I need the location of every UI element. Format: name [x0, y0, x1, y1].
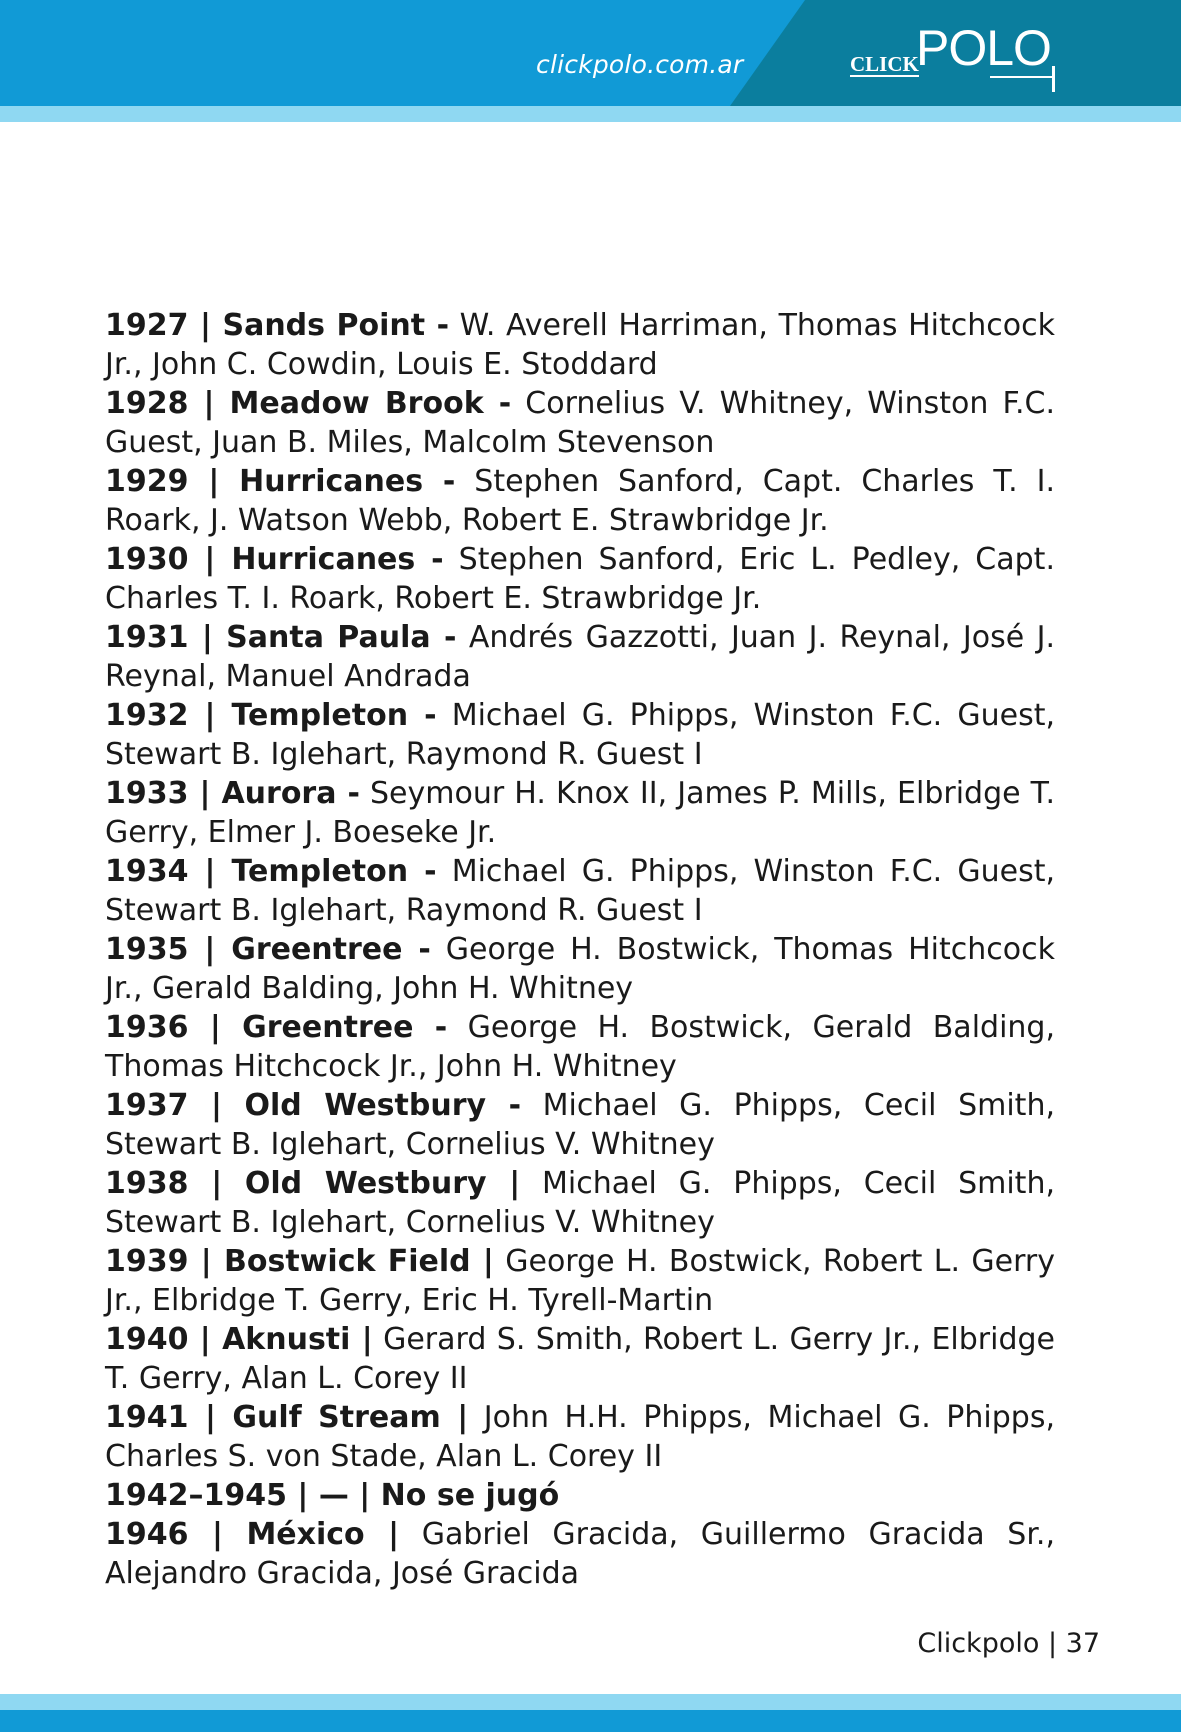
- entry-players: Cornelius V. Whitney, Winston F.C. Guest, Juan B. Miles, Malcolm Stevenson: [105, 386, 1056, 460]
- list-item: [105, 1242, 1055, 1320]
- entry-players: Stephen Sanford, Eric L. Pedley, Capt. Charles T. I. Roark, Robert E. Strawbridge Jr.: [105, 542, 1055, 616]
- list-item: [105, 774, 1055, 852]
- logo-mallet-bar: [1052, 66, 1055, 92]
- entry-title: 1930 | Hurricanes -: [105, 542, 444, 577]
- entry-players: Gerard S. Smith, Robert L. Gerry Jr., Elbridge T. Gerry, Alan L. Corey II: [105, 1322, 1055, 1396]
- logo-click-text: CLICK: [850, 52, 919, 76]
- entry-title: 1929 | Hurricanes -: [105, 464, 456, 499]
- list-item: [105, 1398, 1055, 1476]
- entry-title: 1942–1945 | — | No se jugó: [105, 1478, 560, 1513]
- entry-title: 1946 | México |: [105, 1517, 400, 1552]
- list-item: [105, 384, 1055, 462]
- entry-title: 1927 | Sands Point -: [105, 308, 450, 343]
- page-number-label: Clickpolo | 37: [917, 1628, 1100, 1659]
- list-item: [105, 1008, 1055, 1086]
- entry-title: 1932 | Templeton -: [105, 698, 437, 733]
- entry-players: George H. Bostwick, Thomas Hitchcock Jr., Gerald Balding, John H. Whitney: [105, 932, 1055, 1006]
- logo-polo-text: POLO: [916, 20, 1051, 76]
- entry-title: 1936 | Greentree -: [105, 1010, 448, 1045]
- entry-title: 1931 | Santa Paula -: [105, 620, 457, 655]
- entry-players: Michael G. Phipps, Winston F.C. Guest, Stewart B. Iglehart, Raymond R. Guest I: [105, 698, 1055, 772]
- champions-list: [105, 306, 1055, 1593]
- entry-players: Michael G. Phipps, Cecil Smith, Stewart B. Iglehart, Cornelius V. Whitney: [105, 1166, 1055, 1240]
- entry-title: 1928 | Meadow Brook -: [105, 386, 512, 421]
- entry-players: George H. Bostwick, Gerald Balding, Thomas Hitchcock Jr., John H. Whitney: [105, 1010, 1055, 1084]
- entry-title: 1935 | Greentree -: [105, 932, 431, 967]
- list-item: [105, 1086, 1055, 1164]
- entry-title: 1938 | Old Westbury |: [105, 1166, 521, 1201]
- list-item: [105, 1515, 1055, 1593]
- entry-title: 1937 | Old Westbury -: [105, 1088, 522, 1123]
- entry-players: Seymour H. Knox II, James P. Mills, Elbridge T. Gerry, Elmer J. Boeseke Jr.: [105, 776, 1055, 850]
- header-stripe: [0, 106, 1181, 122]
- entry-players: John H.H. Phipps, Michael G. Phipps, Charles S. von Stade, Alan L. Corey II: [105, 1400, 1055, 1474]
- logo-underline: [990, 76, 1054, 78]
- entry-players: W. Averell Harriman, Thomas Hitchcock Jr., John C. Cowdin, Louis E. Stoddard: [105, 308, 1055, 382]
- entry-players: Gabriel Gracida, Guillermo Gracida Sr., Alejandro Gracida, José Gracida: [105, 1517, 1055, 1591]
- list-item: [105, 696, 1055, 774]
- list-item: [105, 540, 1055, 618]
- entry-title: 1933 | Aurora -: [105, 776, 360, 811]
- entry-title: 1939 | Bostwick Field |: [105, 1244, 494, 1279]
- entry-title: 1940 | Aknusti |: [105, 1322, 373, 1357]
- footer-bar: [0, 1710, 1181, 1732]
- list-item: [105, 1476, 1055, 1515]
- entry-players: Michael G. Phipps, Cecil Smith, Stewart B. Iglehart, Cornelius V. Whitney: [105, 1088, 1055, 1162]
- entry-title: 1941 | Gulf Stream |: [105, 1400, 469, 1435]
- list-item: [105, 306, 1055, 384]
- entry-players: Andrés Gazzotti, Juan J. Reynal, José J. Reynal, Manuel Andrada: [105, 620, 1055, 694]
- list-item: [105, 852, 1055, 930]
- entry-title: 1934 | Templeton -: [105, 854, 437, 889]
- list-item: [105, 618, 1055, 696]
- clickpolo-logo: [850, 22, 1060, 92]
- entry-players: George H. Bostwick, Robert L. Gerry Jr., Elbridge T. Gerry, Eric H. Tyrell-Martin: [105, 1244, 1055, 1318]
- list-item: [105, 462, 1055, 540]
- footer-stripe: [0, 1694, 1181, 1710]
- list-item: [105, 930, 1055, 1008]
- entry-players: Stephen Sanford, Capt. Charles T. I. Roark, J. Watson Webb, Robert E. Strawbridge Jr.: [105, 464, 1055, 538]
- entry-players: Michael G. Phipps, Winston F.C. Guest, Stewart B. Iglehart, Raymond R. Guest I: [105, 854, 1055, 928]
- site-url: clickpolo.com.ar: [536, 50, 744, 79]
- list-item: [105, 1164, 1055, 1242]
- list-item: [105, 1320, 1055, 1398]
